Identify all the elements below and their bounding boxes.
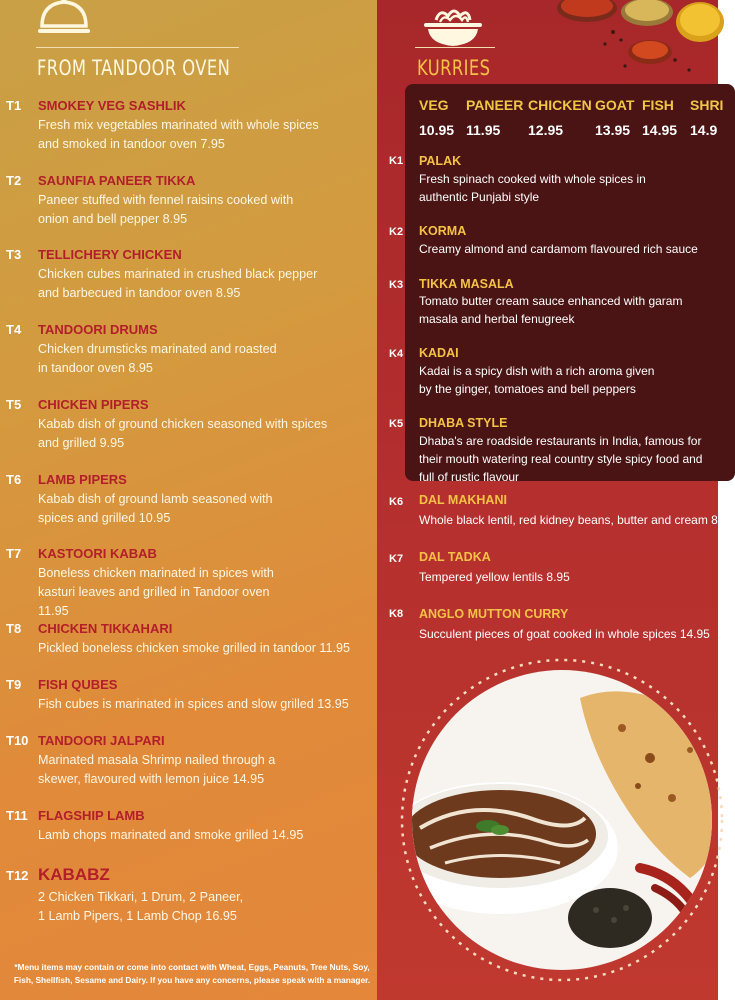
item-name: TANDOORI JALPARI — [38, 733, 165, 748]
item-code: T2 — [6, 173, 22, 188]
item-name: CHICKEN TIKKAHARI — [38, 621, 173, 636]
item-name: KADAI — [419, 346, 459, 360]
price-value: 12.95 — [528, 122, 564, 138]
price-value: 14.95 — [642, 122, 678, 138]
item-name: KASTOORI KABAB — [38, 546, 157, 561]
price-header: CHICKEN — [528, 97, 592, 113]
item-description: Fresh spinach cooked with whole spices in authentic Punjabi style — [419, 172, 646, 204]
price-value: 11.95 — [466, 122, 501, 138]
item-name: DHABA STYLE — [419, 416, 508, 430]
item-description: 2 Chicken Tikkari, 1 Drum, 2 Paneer, 1 Lamb Pipers, 1 Lamb Chop 16.95 — [38, 890, 244, 923]
item-description: Lamb chops marinated and smoke grilled 14.95 — [38, 828, 304, 842]
footnote-line: *Menu items may contain or come into contact with Wheat, Eggs, Peanuts, Tree Nuts, Soy, — [14, 962, 370, 972]
item-code: K2 — [389, 226, 404, 238]
item-name: CHICKEN PIPERS — [38, 397, 149, 412]
item-name: ANGLO MUTTON CURRY — [419, 607, 569, 621]
item-code: T10 — [6, 733, 29, 748]
item-description: Chicken cubes marinated in crushed black pepper and barbecued in tandoor oven 8.95 — [38, 267, 318, 300]
price-value: 13.95 — [595, 122, 631, 138]
item-code: T6 — [6, 472, 22, 487]
item-name: DAL TADKA — [419, 550, 491, 564]
title-divider — [415, 47, 495, 48]
item-name: SAUNFIA PANEER TIKKA — [38, 173, 196, 188]
section-title: KURRIES — [417, 56, 491, 80]
item-description: Boneless chicken marinated in spices with kasturi leaves and grilled in Tandoor oven 11.95 — [38, 566, 274, 618]
item-code: K3 — [389, 279, 404, 291]
price-header: PANEER — [466, 97, 524, 113]
cloche-icon — [36, 0, 92, 38]
item-name: FISH QUBES — [38, 677, 118, 692]
item-name: DAL MAKHANI — [419, 493, 507, 507]
item-code: T1 — [6, 98, 22, 113]
item-description: Creamy almond and cardamom flavoured rich sauce — [419, 242, 698, 256]
item-description: Kabab dish of ground lamb seasoned with spices and grilled 10.95 — [38, 492, 273, 525]
title-divider — [36, 47, 239, 48]
item-code: T4 — [6, 322, 22, 337]
item-code: T12 — [6, 868, 29, 883]
item-code: K6 — [389, 496, 404, 508]
item-description: Fish cubes is marinated in spices and slow grilled 13.95 — [38, 697, 349, 711]
item-description: Kadai is a spicy dish with a rich aroma given by the ginger, tomatoes and bell peppers — [419, 364, 655, 396]
price-value: 14.9 — [690, 122, 718, 138]
allergen-footnote — [8, 961, 376, 987]
item-description: Fresh mix vegetables marinated with whole spices and smoked in tandoor oven 7.95 — [38, 118, 319, 151]
item-code: K7 — [389, 553, 404, 565]
price-header: VEG — [419, 97, 449, 113]
item-name: KORMA — [419, 224, 467, 238]
item-code: T3 — [6, 247, 22, 262]
item-description: Marinated masala Shrimp nailed through a skewer, flavoured with lemon juice 14.95 — [38, 753, 276, 786]
item-code: K5 — [389, 418, 404, 430]
item-name: FLAGSHIP LAMB — [38, 808, 145, 823]
item-description: Whole black lentil, red kidney beans, butter and cream 8.95 — [419, 513, 735, 527]
item-name: TELLICHERY CHICKEN — [38, 247, 182, 262]
item-description: Chicken drumsticks marinated and roasted in tandoor oven 8.95 — [38, 342, 277, 375]
item-code: T5 — [6, 397, 22, 412]
item-code: K1 — [389, 155, 404, 167]
item-description: Tomato butter cream sauce enhanced with garam masala and herbal fenugreek — [419, 294, 683, 326]
section-title: FROM TANDOOR OVEN — [37, 56, 231, 80]
item-description: Dhaba's are roadside restaurants in India, famous for their mouth watering real country style spicy food and full of rustic flavour — [419, 434, 703, 484]
item-code: T9 — [6, 677, 22, 692]
item-name: TIKKA MASALA — [419, 277, 514, 291]
item-name: LAMB PIPERS — [38, 472, 127, 487]
item-description: Paneer stuffed with fennel raisins cooked with onion and bell pepper 8.95 — [38, 193, 294, 226]
item-code: T8 — [6, 621, 22, 636]
item-name: KABABZ — [38, 865, 110, 884]
item-code: T7 — [6, 546, 22, 561]
item-description: Tempered yellow lentils 8.95 — [419, 570, 570, 584]
noodle-bowl-icon — [418, 6, 488, 50]
item-name: SMOKEY VEG SASHLIK — [38, 98, 186, 113]
item-description: Kabab dish of ground chicken seasoned with spices and grilled 9.95 — [38, 417, 328, 450]
item-description: Succulent pieces of goat cooked in whole spices 14.95 — [419, 627, 710, 641]
item-code: K8 — [389, 608, 404, 620]
footnote-line: Fish, Shellfish, Sesame and Dairy. If you have any concerns, please speak with a manager. — [13, 975, 371, 985]
price-header: FISH — [642, 97, 674, 113]
spice-bowls-image — [555, 0, 718, 78]
item-code: K4 — [389, 348, 404, 360]
item-code: T11 — [6, 808, 28, 823]
price-header: GOAT — [595, 97, 635, 113]
dal-makhani-plate-image — [400, 658, 720, 988]
item-name: TANDOORI DRUMS — [38, 322, 158, 337]
item-name: PALAK — [419, 154, 462, 168]
price-header: SHRI — [690, 97, 724, 113]
item-description: Pickled boneless chicken smoke grilled in tandoor 11.95 — [38, 641, 350, 655]
price-value: 10.95 — [419, 122, 455, 138]
